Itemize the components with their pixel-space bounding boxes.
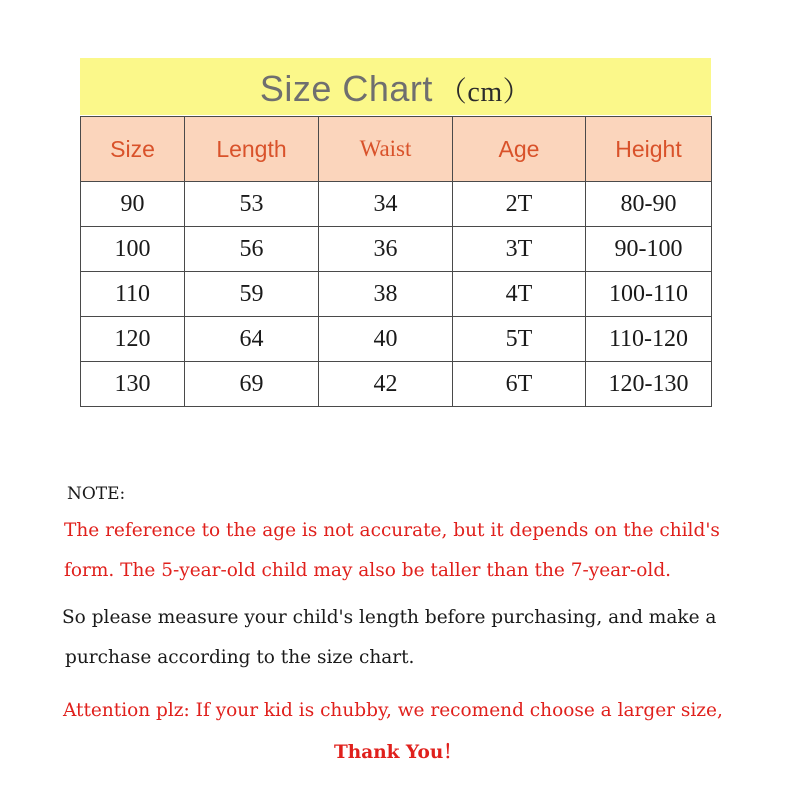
header-waist: Waist (319, 117, 453, 182)
note-red-line-1: The reference to the age is not accurate, but it depends on the child's (64, 520, 720, 541)
cell-waist: 40 (319, 317, 453, 362)
cell-length: 53 (185, 182, 319, 227)
cell-age: 2T (453, 182, 586, 227)
size-chart-title-bar (80, 58, 711, 115)
cell-size: 90 (81, 182, 185, 227)
thank-you-text: Thank You！ (334, 742, 462, 763)
table-row (81, 227, 712, 272)
header-size: Size (81, 117, 185, 182)
header-height: Height (586, 117, 712, 182)
cell-size: 110 (81, 272, 185, 317)
table-header-row (81, 117, 712, 182)
cell-height: 120-130 (586, 362, 712, 407)
cell-height: 80-90 (586, 182, 712, 227)
cell-age: 3T (453, 227, 586, 272)
note-red-line-2: form. The 5-year-old child may also be taller than the 7-year-old. (64, 560, 672, 581)
table-row (81, 317, 712, 362)
note-black-line-1: So please measure your child's length before purchasing, and make a (62, 607, 717, 628)
cell-size: 120 (81, 317, 185, 362)
cell-waist: 36 (319, 227, 453, 272)
cell-size: 100 (81, 227, 185, 272)
table-row (81, 182, 712, 227)
cell-waist: 34 (319, 182, 453, 227)
attention-line: Attention plz: If your kid is chubby, we recomend choose a larger size, (63, 700, 723, 721)
cell-height: 90-100 (586, 227, 712, 272)
table-row (81, 362, 712, 407)
note-title: NOTE: (67, 484, 126, 504)
title-unit: （cm） (438, 77, 532, 108)
header-age: Age (453, 117, 586, 182)
title-label: Size Chart (259, 68, 433, 109)
cell-age: 6T (453, 362, 586, 407)
cell-height: 100-110 (586, 272, 712, 317)
cell-waist: 42 (319, 362, 453, 407)
size-table (80, 116, 712, 407)
table-row (81, 272, 712, 317)
size-chart-title (260, 68, 531, 110)
cell-age: 5T (453, 317, 586, 362)
cell-height: 110-120 (586, 317, 712, 362)
cell-waist: 38 (319, 272, 453, 317)
cell-size: 130 (81, 362, 185, 407)
note-black-line-2: purchase according to the size chart. (65, 647, 415, 668)
cell-length: 56 (185, 227, 319, 272)
cell-length: 64 (185, 317, 319, 362)
cell-length: 69 (185, 362, 319, 407)
cell-age: 4T (453, 272, 586, 317)
cell-length: 59 (185, 272, 319, 317)
header-length: Length (185, 117, 319, 182)
